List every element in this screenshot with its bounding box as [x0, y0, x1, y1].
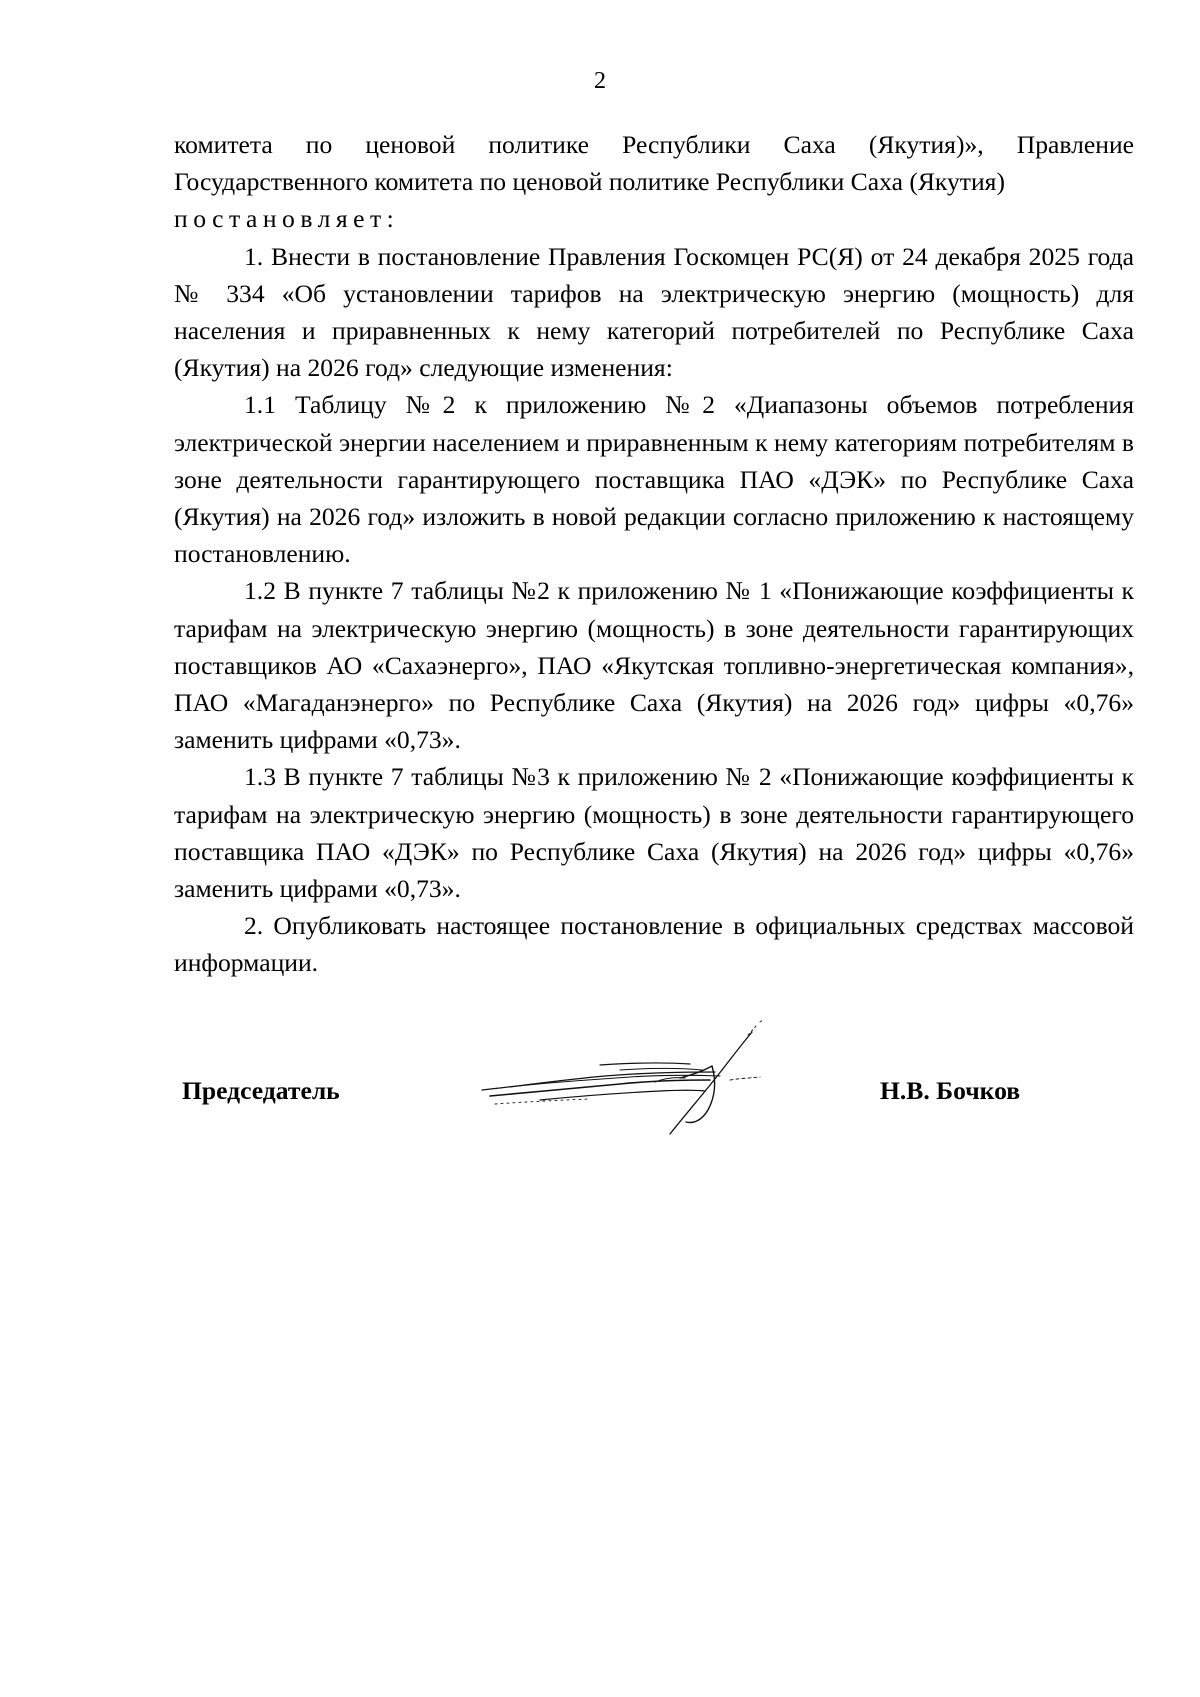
- paragraph-item-1: 1. Внести в постановление Правления Госкомцен РС(Я) от 24 декабря 2025 года № 334 «Об установлении тарифов на электрическую энергию (мощность) для населения и приравненных к нему категорий потребителей по Республике Саха (Якутия) на 2026 год» следующие изменения:: [174, 241, 1134, 383]
- paragraph-item-2: 2. Опубликовать настоящее постановление в официальных средствах массовой информации.: [174, 911, 1134, 978]
- signatory-name: Н.В. Бочков: [880, 1076, 1021, 1105]
- paragraph-item-1-3: 1.3 В пункте 7 таблицы №3 к приложению № 2 «Понижающие коэффициенты к тарифам на электрическую энергию (мощность) в зоне деятельности гарантирующего поставщика ПАО «ДЭК» по Республике Саха (Якутия) на 2026 год» цифры «0,76» заменить цифрами «0,73».: [174, 762, 1134, 904]
- page-number: 2: [594, 68, 606, 94]
- paragraph-resolves: постановляет:: [174, 204, 400, 234]
- signature-block: [0, 1000, 1200, 1140]
- paragraph-item-1-1: 1.1 Таблицу №2 к приложению №2 «Диапазоны объемов потребления электрической энергии населением и приравненным к нему категориям потребителям в зоне деятельности гарантирующего поставщика ПАО «ДЭК» по Республике Саха (Якутия) на 2026 год» изложить в новой редакции согласно приложению к настоящему постановлению.: [174, 390, 1134, 569]
- paragraph-preamble: комитета по ценовой политике Республики Саха (Якутия)», Правление Государственного комитета по ценовой политике Республики Саха (Якутия): [174, 130, 1134, 197]
- paragraph-item-1-2: 1.2 В пункте 7 таблицы №2 к приложению № 1 «Понижающие коэффициенты к тарифам на электрическую энергию (мощность) в зоне деятельности гарантирующих поставщиков АО «Сахаэнерго», ПАО «Якутская топливно-энергетическая компания», ПАО «Магаданэнерго» по Республике Саха (Якутия) на 2026 год» цифры «0,76» заменить цифрами «0,73».: [174, 576, 1134, 755]
- handwritten-signature: [480, 1020, 780, 1140]
- document-body: [174, 126, 1134, 982]
- signatory-title: Председатель: [182, 1076, 340, 1105]
